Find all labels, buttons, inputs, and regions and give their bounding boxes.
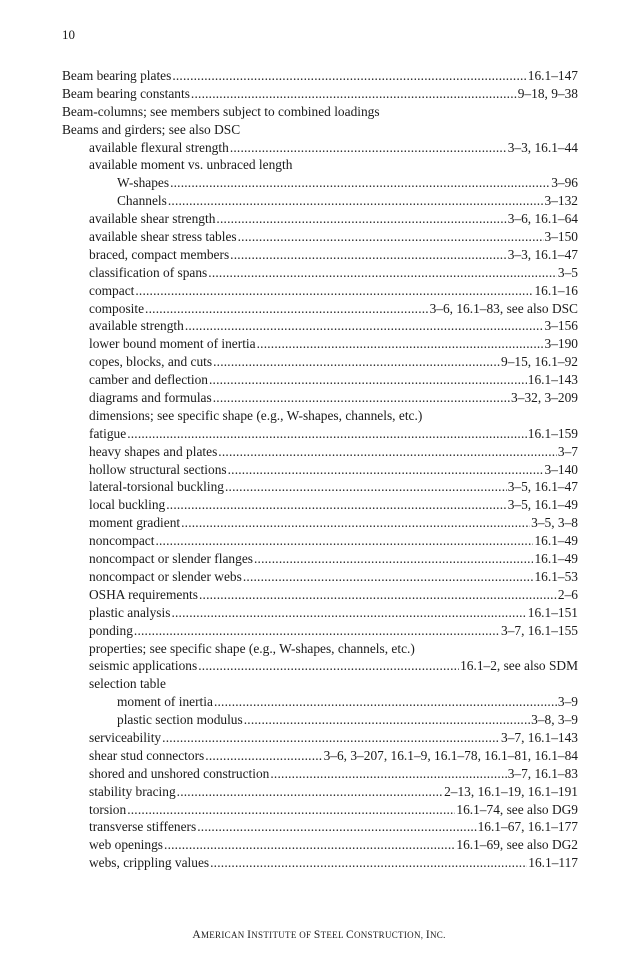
index-entry	[62, 192, 578, 210]
dot-leader	[214, 693, 557, 711]
dot-leader	[210, 854, 527, 872]
footer-text-part: I	[247, 929, 252, 941]
dot-leader	[213, 353, 500, 371]
dot-leader	[213, 389, 510, 407]
index-entry	[62, 568, 578, 586]
dot-leader	[185, 317, 544, 335]
index-page-reference: 3–9	[557, 694, 578, 710]
index-term: noncompact or slender webs	[89, 568, 242, 584]
index-term: available moment vs. unbraced length	[89, 157, 293, 173]
index-entry	[62, 407, 578, 425]
index-term: available strength	[89, 318, 184, 334]
index-page-reference: 16.1–49	[534, 551, 578, 567]
index-entry	[62, 103, 578, 121]
footer-text-part: S	[313, 929, 321, 941]
index-entry	[62, 67, 578, 85]
index-entry	[62, 836, 578, 854]
index-page-reference: 3–5, 16.1–47	[507, 479, 578, 495]
dot-leader	[135, 282, 533, 300]
index-page-reference: 3–140	[544, 461, 578, 477]
footer-text-part: TEEL	[320, 930, 346, 940]
dot-leader	[191, 85, 517, 103]
index-term: fatigue	[89, 425, 127, 441]
dot-leader	[230, 246, 507, 264]
index-page-reference: 16.1–117	[528, 855, 578, 871]
index-page-reference: 16.1–49	[534, 533, 578, 549]
index-entry	[62, 550, 578, 568]
index-entry	[62, 514, 578, 532]
index-term: shored and unshored construction	[89, 765, 270, 781]
index-entry	[62, 586, 578, 604]
dot-leader	[145, 300, 429, 318]
index-term: Beams and girders; see also DSC	[62, 121, 241, 137]
dot-leader	[216, 210, 506, 228]
index-page-reference: 3–7, 16.1–155	[501, 622, 578, 638]
index-page-reference: 3–5, 3–8	[531, 515, 578, 531]
index-term: Beam bearing constants	[62, 85, 190, 101]
index-page-reference: 16.1–67, 16.1–177	[477, 819, 578, 835]
index-entry	[62, 443, 578, 461]
index-term: selection table	[89, 676, 166, 692]
page-footer	[0, 929, 638, 941]
index-entry	[62, 693, 578, 711]
dot-leader	[197, 818, 476, 836]
index-page-reference: 2–13, 16.1–19, 16.1–191	[444, 783, 578, 799]
index-term: available shear strength	[89, 211, 216, 227]
index-page-reference: 16.1–69, see also DG2	[456, 837, 578, 853]
dot-leader	[225, 478, 507, 496]
index-entries	[62, 67, 578, 872]
dot-leader	[218, 443, 557, 461]
index-term: moment gradient	[89, 515, 181, 531]
index-term: web openings	[89, 837, 164, 853]
index-page-reference: 16.1–159	[527, 425, 578, 441]
index-term: braced, compact members	[89, 246, 230, 262]
dot-leader	[243, 568, 534, 586]
index-term: available flexural strength	[89, 139, 229, 155]
index-term: available shear stress tables	[89, 229, 237, 245]
index-term: stability bracing	[89, 783, 176, 799]
index-page-reference: 9–18, 9–38	[517, 85, 578, 101]
index-entry	[62, 371, 578, 389]
index-page-reference: 3–132	[544, 193, 578, 209]
dot-leader	[171, 604, 526, 622]
index-term: W-shapes	[117, 175, 170, 191]
index-term: compact	[89, 282, 135, 298]
index-term: webs, crippling values	[89, 855, 210, 871]
index-entry	[62, 156, 578, 174]
dot-leader	[257, 335, 544, 353]
index-term: Channels	[117, 193, 167, 209]
index-entry	[62, 300, 578, 318]
index-entry	[62, 818, 578, 836]
index-page-reference: 16.1–143	[527, 372, 578, 388]
index-entry	[62, 282, 578, 300]
index-entry	[62, 657, 578, 675]
index-page-reference: 3–3, 16.1–47	[507, 246, 578, 262]
index-term: plastic analysis	[89, 604, 171, 620]
dot-leader	[238, 228, 544, 246]
index-term: serviceability	[89, 729, 162, 745]
index-entry	[62, 139, 578, 157]
footer-text-part: C	[345, 929, 354, 941]
index-page-reference: 3–7, 16.1–83	[507, 765, 578, 781]
index-term: local buckling	[89, 497, 166, 513]
page-number: 10	[62, 27, 75, 42]
index-term: copes, blocks, and cuts	[89, 354, 213, 370]
index-page-reference: 3–5	[557, 264, 578, 280]
dot-leader	[209, 371, 527, 389]
index-entry	[62, 496, 578, 514]
index-page-reference: 3–96	[551, 175, 578, 191]
dot-leader	[168, 192, 544, 210]
index-entry	[62, 478, 578, 496]
index-page-reference: 16.1–2, see also SDM	[460, 658, 578, 674]
dot-leader	[228, 461, 544, 479]
dot-leader	[170, 174, 550, 192]
dot-leader	[270, 765, 506, 783]
index-term: diagrams and formulas	[89, 390, 212, 406]
index-page-reference: 3–5, 16.1–49	[507, 497, 578, 513]
index-entry	[62, 622, 578, 640]
index-entry	[62, 246, 578, 264]
index-entry	[62, 335, 578, 353]
footer-text-part: NC.	[430, 930, 446, 940]
index-term: Beam-columns; see members subject to combined loadings	[62, 103, 380, 119]
index-page-reference: 3–6, 16.1–64	[507, 211, 578, 227]
index-entry	[62, 228, 578, 246]
index-term: classification of spans	[89, 264, 208, 280]
index-term: camber and deflection	[89, 372, 208, 388]
footer-text-part: MERICAN	[200, 930, 248, 940]
index-entry	[62, 317, 578, 335]
index-term: moment of inertia	[117, 694, 213, 710]
dot-leader	[166, 496, 506, 514]
index-page-reference: 16.1–147	[527, 68, 578, 83]
index-term: transverse stiffeners	[89, 819, 197, 835]
index-page-reference: 3–150	[544, 229, 578, 245]
index-term: plastic section modulus	[117, 712, 243, 728]
index-term: composite	[89, 300, 145, 316]
index-entry	[62, 210, 578, 228]
index-entry	[62, 854, 578, 872]
dot-leader	[205, 747, 322, 765]
index-term: noncompact or slender flanges	[89, 551, 253, 567]
index-entry	[62, 604, 578, 622]
index-page-reference: 3–156	[544, 318, 578, 334]
index-page-reference: 3–3, 16.1–44	[507, 139, 578, 155]
index-term: torsion	[89, 801, 127, 817]
index-entry	[62, 174, 578, 192]
dot-leader	[155, 532, 533, 550]
index-term: ponding	[89, 622, 133, 638]
index-entry	[62, 640, 578, 658]
dot-leader	[208, 264, 557, 282]
dot-leader	[199, 586, 557, 604]
index-entry	[62, 353, 578, 371]
index-entry	[62, 747, 578, 765]
index-page-reference: 3–7	[557, 443, 578, 459]
index-term: noncompact	[89, 533, 155, 549]
index-page-reference: 3–6, 3–207, 16.1–9, 16.1–78, 16.1–81, 16.1–84	[323, 747, 578, 763]
index-entry	[62, 729, 578, 747]
index-term: shear stud connectors	[89, 747, 205, 763]
index-term: lower bound moment of inertia	[89, 336, 256, 352]
dot-leader	[164, 836, 455, 854]
index-entry	[62, 801, 578, 819]
index-page-reference: 3–190	[544, 336, 578, 352]
dot-leader	[134, 622, 500, 640]
index-page-reference: 16.1–53	[534, 568, 578, 584]
index-entry	[62, 675, 578, 693]
dot-leader	[127, 425, 527, 443]
index-entry	[62, 765, 578, 783]
index-page-reference: 9–15, 16.1–92	[501, 354, 578, 370]
index-page-reference: 3–8, 3–9	[531, 712, 578, 728]
dot-leader	[177, 783, 443, 801]
index-page-reference: 16.1–151	[527, 604, 578, 620]
index-page-reference: 16.1–16	[534, 282, 578, 298]
dot-leader	[127, 801, 455, 819]
index-entry	[62, 532, 578, 550]
index-term: seismic applications	[89, 658, 198, 674]
index-entry	[62, 264, 578, 282]
index-term: OSHA requirements	[89, 586, 198, 602]
dot-leader	[162, 729, 500, 747]
index-page-reference: 3–6, 16.1–83, see also DSC	[429, 300, 578, 316]
footer-text-part: I	[425, 929, 430, 941]
index-page-reference: 2–6	[557, 586, 578, 602]
index-entry	[62, 461, 578, 479]
index-entry	[62, 711, 578, 729]
dot-leader	[198, 657, 459, 675]
index-page-reference: 3–32, 3–209	[511, 390, 578, 406]
index-term: lateral-torsional buckling	[89, 479, 224, 495]
dot-leader	[230, 139, 507, 157]
index-term: properties; see specific shape (e.g., W-shapes, channels, etc.)	[89, 640, 415, 656]
index-entry	[62, 783, 578, 801]
dot-leader	[244, 711, 530, 729]
index-entry	[62, 425, 578, 443]
index-term: hollow structural sections	[89, 461, 227, 477]
footer-text-part: A	[192, 929, 201, 941]
index-entry	[62, 121, 578, 139]
index-term: Beam bearing plates	[62, 68, 172, 83]
dot-leader	[172, 67, 526, 85]
index-page-reference: 3–7, 16.1–143	[501, 729, 578, 745]
footer-text-part: ONSTRUCTION,	[353, 930, 426, 940]
index-entry	[62, 389, 578, 407]
dot-leader	[254, 550, 533, 568]
footer-text-part: NSTITUTE OF	[251, 930, 314, 940]
index-term: heavy shapes and plates	[89, 443, 218, 459]
dot-leader	[181, 514, 530, 532]
index-page-reference: 16.1–74, see also DG9	[456, 801, 578, 817]
index-entry	[62, 85, 578, 103]
index-term: dimensions; see specific shape (e.g., W-shapes, channels, etc.)	[89, 407, 423, 423]
